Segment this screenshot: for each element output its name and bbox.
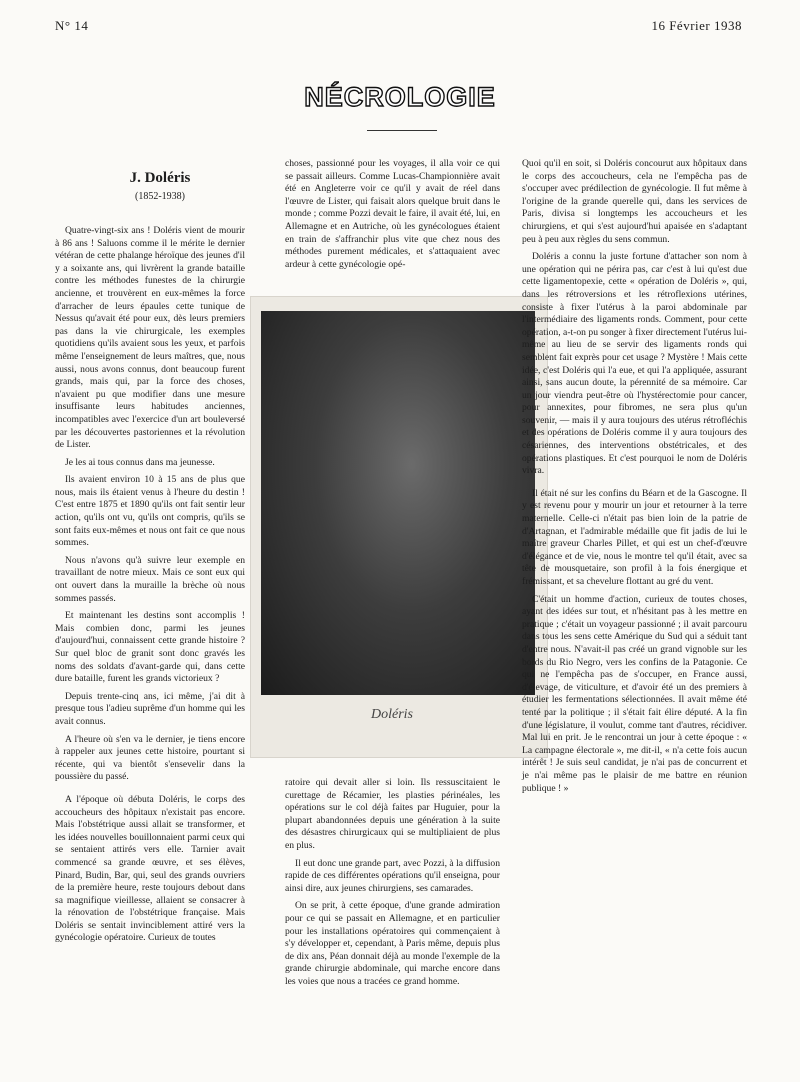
paragraph: Et maintenant les destins sont accomplis ! Mais combien donc, parmi les jeunes d'aujourd'hui, connaissent cette grande histoire ? Sur quel bloc de granit sont donc gravés les noms des soldats d'avant-garde qui, dans cette dure bataille, furent les grands victorieux ? <box>55 610 245 685</box>
paragraph: C'était un homme d'action, curieux de toutes choses, ayant des idées sur tout, et n'hésitant pas à les mettre en pratique ; c'était un voyageur passionné ; il avait parcouru dans tous les sens cette Amérique du Sud qui a séduit tant d'entre nous. N'avait-il pas créé un grand vignoble sur les bords du Rio Negro, vers les confins de la Patagonie. Ce qui ne l'empêcha pas de s'occuper, en France aussi, d'élevage, de viticulture, et d'avoir été un des premiers à étudier les fermentations sélectionnées. Il avait même été tenté par la politique ; il s'était fait élire député. A la fin d'une législature, il voulut, comme tant d'autres, récidiver. Mal lui en prit. Je le rencontrai un jour à cette époque : « La campagne électorale », me dit-il, « n'a cette fois aucun intérêt ! Je suis seul candidat, je n'ai pas de concurrent et je n'ai même pas le plaisir de me battre en réunion publique ! » <box>522 593 747 794</box>
paragraph: Quoi qu'il en soit, si Doléris concourut aux hôpitaux dans le corps des accoucheurs, cela ne l'empêcha pas de s'occuper avec prédilection de gynécologie. Il fut même à l'origine de la grande querelle qui, dans les services de Paris, divisa si longtemps les accoucheurs et les chirurgiens, et qui s'est aujourd'hui apaisée en s'adaptant peu à peu aux règles du sens commun. <box>522 158 747 245</box>
column-3 <box>522 158 747 800</box>
column-2-top <box>285 158 500 276</box>
paragraph: Je les ai tous connus dans ma jeunesse. <box>65 456 215 468</box>
paragraph: Doléris a connu la juste fortune d'attacher son nom à une opération qui ne périra pas, car c'est à lui qu'est due cette ligamentopexie, cette « opération de Doléris », qui, dans les rétroversions et les rétroflexions utérines, consiste à fixer l'utérus à la paroi abdominale par l'intermédiaire des ligaments ronds. Comment, pour cette opération, a-t-on pu songer à fixer directement l'utérus lui-même au lieu de se servir des ligaments ronds qui semblent fait exprès pour cet usage ? Mystère ! Mais cette idée, c'est Doléris qui l'a eue, et qui l'a appliquée, assurant ainsi, sans aucun doute, la pérennité de sa mémoire. Car un jour viendra peut-être où l'hystérectomie pour cancer, pour annexites, pour fibromes, ne sera plus qu'un souvenir, — mais il y aura toujours des utérus rétrofléchis et des opérations de Doléris comme il y aura toujours des césariennes, des interventions obstétricales, et des opérations plastiques. Et c'est pourquoi le nom de Doléris vivra. <box>522 251 747 477</box>
paragraph: choses, passionné pour les voyages, il alla voir ce qui se passait ailleurs. Comme Lucas-Championnière avait été en Angleterre voir ce qu'il y avait de réel dans l'œuvre de Lister, qui faisait alors quelque bruit dans le monde ; comme Pozzi devait le faire, il avait été, lui, en Allemagne et en Autriche, où les gynécologues étaient en train de s'affranchir plus vite que chez nous des méthodes purement médicales, et s'attaquaient avec ardeur à cette gynécologie opé- <box>285 158 500 270</box>
issue-date: 16 Février 1938 <box>651 18 742 33</box>
paragraph: Ils avaient environ 10 à 15 ans de plus que nous, mais ils étaient venus à l'heure du destin ! C'est entre 1875 et 1890 qu'ils ont fait sentir leur action, qu'ils ont vu, qu'ils ont compris, qu'ils se sont faits eux-mêmes et nous ont fait ce que nous sommes. <box>55 474 245 549</box>
paragraph: Nous n'avons qu'à suivre leur exemple en travaillant de notre mieux. Mais ce sont eux qui ont ouvert dans la muraille la brèche où nous sommes passés. <box>55 554 245 604</box>
person-dates: (1852-1938) <box>135 191 185 202</box>
paragraph: On se prit, à cette époque, d'une grande admiration pour ce qui se passait en Allemagne, et en particulier pour les installations opératoires qui commençaient à s'y développer et, cependant, à Paris même, depuis plus de dix ans, Péan donnait déjà au monde l'exemple de la grande chirurgie abdominale, qui marche encore dans les voies que nous a tracées ce grand homme. <box>285 900 500 987</box>
person-name: J. Doléris <box>129 170 191 186</box>
paragraph: Quatre-vingt-six ans ! Doléris vient de mourir à 86 ans ! Saluons comme il le mérite le dernier vétéran de cette phalange héroïque des jeunes d'il y a soixante ans, qui livrèrent la grande bataille contre les méthodes funestes de la chirurgie ancienne, et trouvèrent en eux-mêmes la force d'arracher de leurs épaules cette tunique de Nessus qu'avait été pour eux, dès leurs premiers pas dans la vie chirurgicale, les exemples quotidiens qu'ils avaient sous les yeux, et parfois même l'enseignement de leurs maîtres, que, nous aussi, nous avons connus, dont beaucoup furent grands, mais qui, par la force des choses, n'avaient pu que modifier dans une mesure insuffisante leurs habitudes anciennes, incompatibles avec l'exercice d'un art bouleversé par les découvertes pastoriennes et la révolution de Lister. <box>55 225 245 451</box>
column-1 <box>55 225 245 950</box>
portrait-image <box>261 311 535 695</box>
photo-signature: Doléris <box>371 707 413 722</box>
column-2-bottom <box>285 777 500 994</box>
paragraph: Il eut donc une grande part, avec Pozzi, à la diffusion rapide de ces différentes opérations qu'il enseigna, pour ainsi dire, aux jeunes chirurgiens, ses camarades. <box>285 857 500 894</box>
paragraph: A l'heure où s'en va le dernier, je tiens encore à rappeler aux jeunes cette histoire, pourtant si récente, qui va bientôt s'ensevelir dans la poussière du passé. <box>55 733 245 783</box>
obituary-heading <box>60 0 260 202</box>
title-rule <box>367 130 437 131</box>
paragraph: ratoire qui devait aller si loin. Ils ressuscitaient le curettage de Récamier, les plasties périnéales, les opérations sur le col déjà faites par Huguier, pour la plupart abandonnées depuis une génération à la suite des désastres chirurgicaux qui se multipliaient de plus en plus. <box>285 777 500 851</box>
page-title: NÉCROLOGIE <box>304 82 496 112</box>
issue-number: N° 14 <box>55 18 89 33</box>
portrait-photo <box>250 296 548 758</box>
paragraph: Il était né sur les confins du Béarn et de la Gascogne. Il y est revenu pour y mourir un jour et retourner à la terre maternelle. Celle-ci n'était pas bien loin de la patrie de d'Artagnan, et l'admirable médaille que fit jadis de lui le maître graveur Charles Pillet, et qui est un chef-d'œuvre d'élégance et de vie, nous le montre tel qu'il était, avec sa tête de mousquetaire, son profil à la fois énergique et frémissant, et sa chevelure flottant au gré du vent. <box>522 487 747 587</box>
paragraph: Depuis trente-cinq ans, ici même, j'ai dit à presque tous l'adieu suprême d'un homme qui les avait connus. <box>55 690 245 727</box>
paragraph: A l'époque où débuta Doléris, le corps des accoucheurs des hôpitaux n'existait pas encore. Mais l'obstétrique aussi allait se transformer, et les idées nouvelles bouillonnaient parmi ceux qui se sentaient attirés vers elle. Tarnier avait commencé sa grande œuvre, et ses élèves, Pinard, Budin, Bar, qui, seul des grands ouvriers de la première heure, reste toujours debout dans sa magnifique vieillesse, allaient se consacrer à la rénovation de l'obstétrique française. Mais Doléris se sentait invinciblement attiré vers la gynécologie opératoire. Curieux de toutes <box>55 793 245 944</box>
